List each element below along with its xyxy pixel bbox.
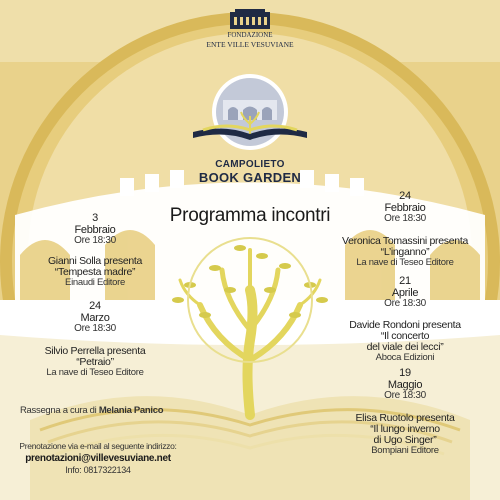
foundation-name-line2: ENTE VILLE VESUVIANE [206,40,294,49]
event-publisher: La nave di Teseo Editore [46,367,144,379]
event-time: Ore 18:30 [384,298,426,310]
curated-prefix: Rassegna a cura di [20,405,97,416]
event-book-title-line2: di Ugo Singer” [373,434,437,447]
event-book-title: “L’inganno” [380,246,430,259]
event-author: Davide Rondoni [349,319,420,331]
booking-text: Prenotazione via e-mail al seguente indirizzo: [19,441,177,451]
event-publisher: Einaudi Editore [65,277,125,289]
event-presenta: presenta [416,412,455,424]
event-presenta: presenta [422,319,461,331]
event-presenta: presenta [106,345,146,357]
event-month: Febbraio [384,201,426,214]
event-details [330,236,480,268]
event-details [30,256,160,288]
book-garden-line2: BOOK GARDEN [198,170,302,185]
event-author: Gianni Solla [47,255,101,267]
event-presenta: presenta [429,235,468,247]
event-details [330,413,480,456]
event-card [50,301,140,335]
event-time: Ore 18:30 [74,323,116,335]
info-phone[interactable]: Info: 0817322134 [65,465,131,475]
event-month: Aprile [391,286,419,299]
campolieto-logo-icon [183,72,317,172]
event-publisher: Bompiani Editore [371,445,439,457]
event-month: Marzo [80,311,110,324]
booking-email[interactable]: prenotazioni@villevesuviane.net [25,453,171,464]
event-publisher: La nave di Teseo Editore [356,257,454,269]
event-details [25,346,165,378]
event-day: 21 [399,275,411,287]
book-garden-line1: CAMPOLIETO [215,159,285,170]
event-presenta: presenta [103,255,143,267]
curator-name: Melania Panico [98,405,164,416]
page-title: Programma incontri [169,205,331,226]
event-month: Maggio [387,378,423,391]
foundation-logo-icon [229,8,271,30]
event-time: Ore 18:30 [74,235,116,247]
event-book-title: “Tempesta madre” [54,266,136,279]
event-card [355,276,455,310]
event-time: Ore 18:30 [384,213,426,225]
event-card [355,191,455,225]
event-book-title: “Petraio” [76,356,114,369]
event-book-title-line1: “Il concerto [380,330,430,343]
curated-by [20,406,220,416]
event-details [330,320,480,363]
foundation-name-line1: FONDAZIONE [227,31,273,39]
event-publisher: Aboca Edizioni [375,352,435,364]
event-day: 19 [399,367,411,379]
event-day: 24 [89,300,101,312]
event-card [355,368,455,402]
event-author: Elisa Ruotolo [355,412,414,424]
event-book-title-line2: del viale dei lecci” [366,341,444,354]
event-card [50,213,140,247]
event-month: Febbraio [74,223,116,236]
event-time: Ore 18:30 [384,390,426,402]
event-day: 3 [92,212,98,224]
event-book-title-line1: “Il lungo inverno [370,423,440,436]
event-author: Veronica Tomassini [342,235,427,247]
event-author: Silvio Perrella [44,345,105,357]
event-day: 24 [399,190,411,202]
